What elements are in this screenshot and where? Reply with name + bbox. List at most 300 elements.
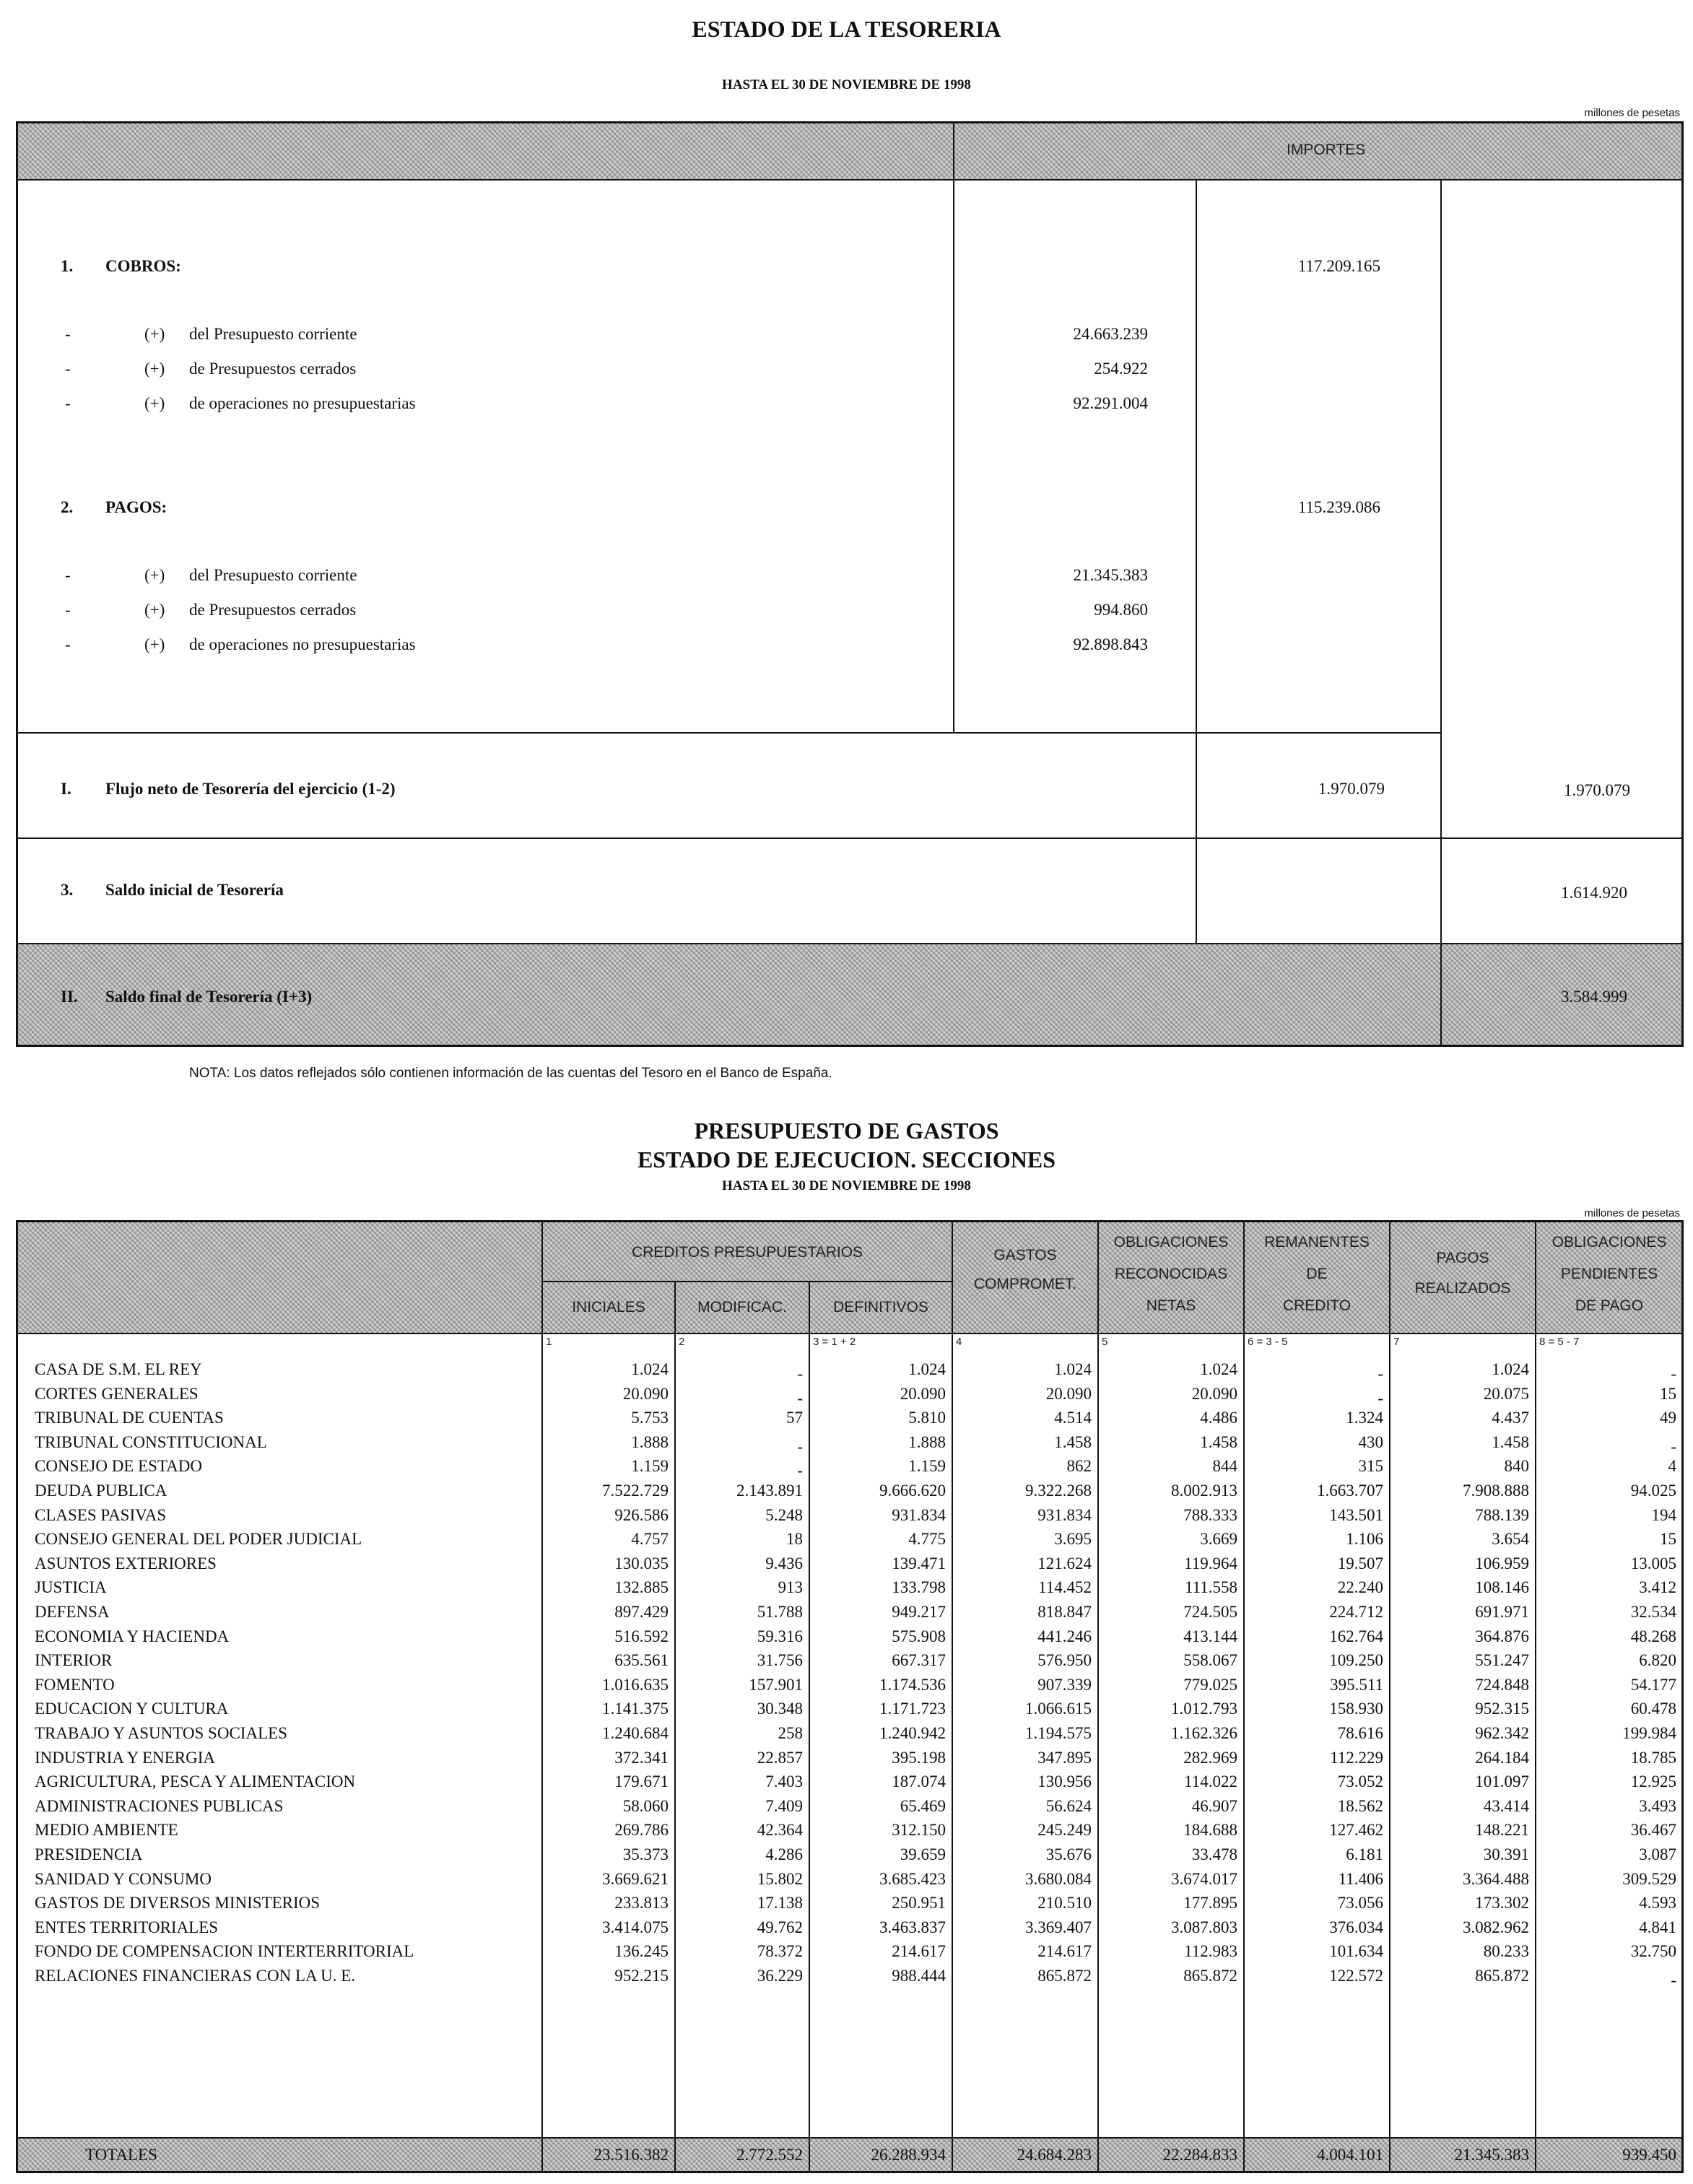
cell-pagos-realizados: 101.097 — [1475, 1772, 1529, 1791]
cell-definitivos: 931.834 — [892, 1505, 946, 1524]
cell-remanentes-credito: 22.240 — [1337, 1578, 1383, 1597]
pagos-item-dash: - — [65, 566, 71, 584]
cell-gastos-comprometidos: 56.624 — [1045, 1796, 1092, 1815]
cell-gastos-comprometidos: 347.895 — [1037, 1748, 1092, 1767]
header-gastos-2: COMPROMET. — [973, 1276, 1077, 1292]
cell-remanentes-credito: 430 — [1358, 1432, 1383, 1451]
cell-iniciales: 1.141.375 — [602, 1700, 669, 1718]
cell-modificac: 258 — [778, 1724, 803, 1742]
cell-section: TRIBUNAL CONSTITUCIONAL — [35, 1432, 267, 1451]
cell-modificac: 7.403 — [765, 1772, 803, 1791]
cell-definitivos: 39.659 — [900, 1845, 946, 1863]
cell-remanentes-credito: 73.052 — [1337, 1772, 1383, 1791]
cobros-item-dash: - — [65, 394, 71, 412]
pagos-item-sign: (+) — [144, 601, 165, 619]
cell-pagos-realizados: 788.139 — [1475, 1505, 1529, 1524]
header-pagos-1: PAGOS — [1436, 1250, 1489, 1266]
budget-table — [16, 1220, 1684, 2173]
cell-iniciales: 132.885 — [614, 1578, 669, 1597]
cell-remanentes-credito: 224.712 — [1329, 1603, 1383, 1621]
cobros-item-value: 254.922 — [1094, 360, 1148, 378]
cell-modificac: 51.788 — [757, 1603, 803, 1621]
cell-iniciales: 4.757 — [631, 1530, 669, 1549]
cell-modificac: 18 — [786, 1530, 803, 1549]
cell-definitivos: 3.685.423 — [879, 1869, 946, 1888]
total-gastos-comprometidos: 24.684.283 — [1017, 2146, 1092, 2164]
cell-remanentes-credito: 6.181 — [1346, 1845, 1383, 1863]
cell-section: DEFENSA — [35, 1603, 110, 1621]
cell-obligaciones-pendientes: 13.005 — [1630, 1554, 1676, 1572]
treasury-table — [16, 121, 1684, 1047]
cell-obligaciones-pendientes: 36.467 — [1630, 1821, 1676, 1840]
cell-definitivos: 988.444 — [892, 1967, 946, 1985]
cell-gastos-comprometidos: 3.680.084 — [1025, 1869, 1092, 1888]
cell-obligaciones-pendientes: - — [1671, 1437, 1676, 1456]
colnum: 4 — [956, 1336, 962, 1348]
cell-section: SANIDAD Y CONSUMO — [35, 1869, 212, 1888]
cell-iniciales: 3.414.075 — [602, 1918, 669, 1936]
cell-pagos-realizados: 962.342 — [1475, 1724, 1529, 1742]
cobros-label: COBROS: — [105, 257, 181, 275]
cell-obligaciones-pendientes: 94.025 — [1630, 1482, 1676, 1500]
cobros-item-dash: - — [65, 325, 71, 343]
cell-obligaciones-reconocidas: 724.505 — [1183, 1603, 1237, 1621]
cell-remanentes-credito: 122.572 — [1329, 1967, 1383, 1985]
header-modificac: MODIFICAC. — [697, 1299, 787, 1315]
cell-obligaciones-pendientes: 12.925 — [1630, 1772, 1676, 1791]
cell-gastos-comprometidos: 818.847 — [1037, 1603, 1092, 1621]
cobros-item-sign: (+) — [144, 394, 165, 412]
cell-remanentes-credito: 78.616 — [1337, 1724, 1383, 1742]
total-obligaciones-reconocidas: 22.284.833 — [1162, 2146, 1237, 2164]
saldo-inicial-num: 3. — [61, 881, 74, 899]
cell-obligaciones-reconocidas: 413.144 — [1183, 1627, 1237, 1645]
cell-obligaciones-reconocidas: 3.087.803 — [1171, 1918, 1237, 1936]
cell-pagos-realizados: 691.971 — [1475, 1603, 1529, 1621]
cell-obligaciones-reconocidas: 33.478 — [1191, 1845, 1237, 1863]
cell-definitivos: 575.908 — [892, 1627, 946, 1645]
treasury-title: ESTADO DE LA TESORERIA — [692, 16, 1001, 42]
cell-obligaciones-pendientes: 48.268 — [1630, 1627, 1676, 1645]
cell-section: ADMINISTRACIONES PUBLICAS — [35, 1796, 284, 1815]
cell-section: INTERIOR — [35, 1651, 113, 1670]
cell-pagos-realizados: 1.024 — [1492, 1360, 1529, 1378]
cell-iniciales: 1.888 — [631, 1432, 669, 1451]
cell-section: CONSEJO GENERAL DEL PODER JUDICIAL — [35, 1530, 362, 1549]
cell-obligaciones-pendientes: 49 — [1660, 1409, 1676, 1427]
cell-iniciales: 1.024 — [631, 1360, 669, 1378]
cell-remanentes-credito: 376.034 — [1329, 1918, 1383, 1936]
colnum: 5 — [1102, 1336, 1108, 1348]
cell-definitivos: 1.024 — [908, 1360, 946, 1378]
cell-definitivos: 133.798 — [892, 1578, 946, 1597]
pagos-item-value: 21.345.383 — [1073, 566, 1148, 584]
cell-obligaciones-reconocidas: 114.022 — [1184, 1772, 1237, 1791]
cell-obligaciones-reconocidas: 1.458 — [1200, 1432, 1237, 1451]
cobros-item-label: del Presupuesto corriente — [189, 325, 357, 343]
cell-gastos-comprometidos: 931.834 — [1037, 1505, 1092, 1524]
cell-obligaciones-pendientes: 54.177 — [1630, 1675, 1676, 1694]
cell-gastos-comprometidos: 214.617 — [1037, 1942, 1092, 1961]
cell-obligaciones-pendientes: 60.478 — [1630, 1700, 1676, 1718]
header-pend-2: PENDIENTES — [1560, 1266, 1658, 1282]
cell-section: TRIBUNAL DE CUENTAS — [35, 1409, 224, 1427]
budget-subtitle: HASTA EL 30 DE NOVIEMBRE DE 1998 — [722, 1178, 971, 1193]
cell-remanentes-credito: 11.406 — [1338, 1869, 1383, 1888]
header-reman-3: CREDITO — [1282, 1297, 1352, 1314]
flujo-value-right: 1.970.079 — [1564, 781, 1630, 799]
cell-obligaciones-reconocidas: 844 — [1212, 1457, 1237, 1476]
cell-gastos-comprometidos: 3.369.407 — [1025, 1918, 1092, 1936]
cell-remanentes-credito: 101.634 — [1329, 1942, 1383, 1961]
cell-definitivos: 214.617 — [892, 1942, 946, 1961]
cell-pagos-realizados: 364.876 — [1475, 1627, 1529, 1645]
cell-obligaciones-reconocidas: 46.907 — [1191, 1796, 1237, 1815]
cell-modificac: 913 — [778, 1578, 803, 1597]
cell-remanentes-credito: - — [1378, 1388, 1383, 1407]
cell-iniciales: 136.245 — [614, 1942, 669, 1961]
cell-iniciales: 179.671 — [614, 1772, 669, 1791]
cobros-num: 1. — [61, 257, 74, 275]
cell-iniciales: 1.240.684 — [602, 1724, 669, 1742]
cell-obligaciones-reconocidas: 112.983 — [1184, 1942, 1237, 1961]
cell-iniciales: 233.813 — [614, 1894, 669, 1913]
cell-pagos-realizados: 952.315 — [1475, 1700, 1529, 1718]
cell-modificac: 17.138 — [757, 1894, 803, 1913]
colnum: 8 = 5 - 7 — [1539, 1336, 1580, 1348]
cell-obligaciones-reconocidas: 558.067 — [1183, 1651, 1237, 1670]
totals-label: TOTALES — [85, 2146, 157, 2164]
cell-pagos-realizados: 840 — [1504, 1457, 1529, 1476]
cell-modificac: 36.229 — [757, 1967, 803, 1985]
cell-iniciales: 952.215 — [614, 1967, 669, 1985]
cell-remanentes-credito: 1.106 — [1346, 1530, 1383, 1549]
cell-obligaciones-reconocidas: 184.688 — [1183, 1821, 1237, 1840]
cell-gastos-comprometidos: 20.090 — [1045, 1384, 1092, 1403]
cell-obligaciones-reconocidas: 1.012.793 — [1171, 1700, 1237, 1718]
cell-obligaciones-reconocidas: 119.964 — [1184, 1554, 1237, 1572]
cell-gastos-comprometidos: 862 — [1066, 1457, 1092, 1476]
cell-section: INDUSTRIA Y ENERGIA — [35, 1748, 216, 1767]
cell-pagos-realizados: 80.233 — [1483, 1942, 1529, 1961]
cell-obligaciones-reconocidas: 282.969 — [1183, 1748, 1237, 1767]
cell-modificac: 30.348 — [757, 1700, 803, 1718]
cell-section: GASTOS DE DIVERSOS MINISTERIOS — [35, 1894, 321, 1913]
cell-definitivos: 1.888 — [908, 1432, 946, 1451]
total-definitivos: 26.288.934 — [871, 2146, 946, 2164]
header-oblig-3: NETAS — [1146, 1297, 1196, 1314]
cell-modificac: 157.901 — [749, 1675, 803, 1694]
cell-obligaciones-reconocidas: 111.558 — [1184, 1578, 1237, 1597]
saldo-inicial-value: 1.614.920 — [1561, 884, 1627, 902]
cell-iniciales: 58.060 — [622, 1796, 669, 1815]
treasury-units: millones de pesetas — [1584, 107, 1680, 119]
cell-definitivos: 4.775 — [908, 1530, 946, 1549]
cell-iniciales: 516.592 — [614, 1627, 669, 1645]
pagos-total: 115.239.086 — [1297, 498, 1380, 516]
cell-iniciales: 35.373 — [622, 1845, 669, 1863]
colnum: 3 = 1 + 2 — [813, 1336, 856, 1348]
cobros-item-value: 92.291.004 — [1073, 394, 1148, 412]
cell-pagos-realizados: 3.654 — [1492, 1530, 1529, 1549]
cell-obligaciones-reconocidas: 4.486 — [1200, 1409, 1237, 1427]
cell-definitivos: 5.810 — [908, 1409, 946, 1427]
header-reman-1: REMANENTES — [1264, 1234, 1370, 1250]
cell-definitivos: 1.159 — [908, 1457, 946, 1476]
cell-gastos-comprometidos: 121.624 — [1037, 1554, 1092, 1572]
cobros-item-sign: (+) — [144, 360, 165, 378]
cell-section: RELACIONES FINANCIERAS CON LA U. E. — [35, 1967, 356, 1985]
cell-obligaciones-reconocidas: 8.002.913 — [1171, 1482, 1237, 1500]
cell-definitivos: 187.074 — [892, 1772, 946, 1791]
cell-definitivos: 1.171.723 — [879, 1700, 946, 1718]
header-creditos: CREDITOS PRESUPUESTARIOS — [631, 1244, 863, 1261]
cell-modificac: 78.372 — [757, 1942, 803, 1961]
cell-definitivos: 139.471 — [892, 1554, 946, 1572]
cell-definitivos: 1.174.536 — [879, 1675, 946, 1694]
cell-iniciales: 1.016.635 — [602, 1675, 669, 1694]
cell-obligaciones-reconocidas: 20.090 — [1191, 1384, 1237, 1403]
cell-remanentes-credito: 112.229 — [1330, 1748, 1383, 1767]
cell-remanentes-credito: 1.663.707 — [1317, 1482, 1383, 1500]
cell-pagos-realizados: 551.247 — [1475, 1651, 1529, 1670]
flujo-value-mid: 1.970.079 — [1318, 780, 1385, 798]
pagos-num: 2. — [61, 498, 74, 516]
cell-obligaciones-pendientes: 3.087 — [1639, 1845, 1676, 1863]
treasury-header-band — [16, 121, 1684, 179]
cell-iniciales: 1.159 — [631, 1457, 669, 1476]
cell-modificac: - — [797, 1388, 803, 1407]
cell-obligaciones-pendientes: 15 — [1660, 1530, 1676, 1549]
header-oblig-2: RECONOCIDAS — [1114, 1266, 1228, 1282]
cell-remanentes-credito: - — [1378, 1365, 1383, 1383]
cell-modificac: - — [797, 1437, 803, 1456]
cell-section: FONDO DE COMPENSACION INTERTERRITORIAL — [35, 1942, 414, 1961]
cell-remanentes-credito: 1.324 — [1346, 1409, 1383, 1427]
cell-remanentes-credito: 19.507 — [1337, 1554, 1383, 1572]
cell-obligaciones-reconocidas: 3.674.017 — [1171, 1869, 1237, 1888]
cell-remanentes-credito: 395.511 — [1330, 1675, 1383, 1694]
cell-definitivos: 312.150 — [892, 1821, 946, 1840]
cell-modificac: 15.802 — [757, 1869, 803, 1888]
cell-gastos-comprometidos: 210.510 — [1037, 1894, 1092, 1913]
flujo-num: I. — [61, 780, 71, 798]
cell-modificac: 49.762 — [757, 1918, 803, 1936]
cell-section: CORTES GENERALES — [35, 1384, 199, 1403]
totals-row — [16, 2140, 1684, 2170]
cell-pagos-realizados: 106.959 — [1475, 1554, 1529, 1572]
pagos-item-sign: (+) — [144, 635, 165, 653]
cell-modificac: 31.756 — [757, 1651, 803, 1670]
cell-obligaciones-pendientes: 3.412 — [1639, 1578, 1676, 1597]
cell-obligaciones-reconocidas: 865.872 — [1183, 1967, 1237, 1985]
cobros-total: 117.209.165 — [1297, 257, 1380, 275]
cell-iniciales: 635.561 — [614, 1651, 669, 1670]
cell-pagos-realizados: 264.184 — [1475, 1748, 1529, 1767]
cell-gastos-comprometidos: 245.249 — [1037, 1821, 1092, 1840]
cell-section: CASA DE S.M. EL REY — [35, 1360, 202, 1378]
cell-definitivos: 9.666.620 — [879, 1482, 946, 1500]
cell-pagos-realizados: 865.872 — [1475, 1967, 1529, 1985]
cell-pagos-realizados: 148.221 — [1475, 1821, 1529, 1840]
pagos-item-dash: - — [65, 601, 71, 619]
cell-pagos-realizados: 7.908.888 — [1463, 1482, 1529, 1500]
pagos-item-label: de Presupuestos cerrados — [189, 601, 357, 619]
cell-obligaciones-reconocidas: 1.162.326 — [1171, 1724, 1237, 1742]
cell-remanentes-credito: 315 — [1358, 1457, 1383, 1476]
saldo-final-num: II. — [61, 988, 78, 1006]
cell-definitivos: 250.951 — [892, 1894, 946, 1913]
pagos-item-value: 92.898.843 — [1073, 635, 1148, 653]
cell-section: CLASES PASIVAS — [35, 1505, 167, 1524]
treasury-note: NOTA: Los datos reflejados sólo contienen información de las cuentas del Tesoro en el Banco de España. — [189, 1066, 832, 1081]
cell-gastos-comprometidos: 1.066.615 — [1025, 1700, 1092, 1718]
header-pend-3: DE PAGO — [1575, 1297, 1644, 1314]
pagos-item-sign: (+) — [144, 566, 165, 584]
cell-remanentes-credito: 162.764 — [1329, 1627, 1383, 1645]
cell-pagos-realizados: 43.414 — [1483, 1796, 1529, 1815]
pagos-item-value: 994.860 — [1094, 601, 1148, 619]
total-pagos-realizados: 21.345.383 — [1454, 2146, 1529, 2164]
cell-definitivos: 395.198 — [892, 1748, 946, 1767]
pagos-item-label: del Presupuesto corriente — [189, 566, 357, 584]
cell-remanentes-credito: 18.562 — [1337, 1796, 1383, 1815]
cell-obligaciones-reconocidas: 779.025 — [1183, 1675, 1237, 1694]
cell-section: ASUNTOS EXTERIORES — [35, 1554, 217, 1572]
header-gastos-1: GASTOS — [993, 1247, 1057, 1263]
cell-gastos-comprometidos: 1.024 — [1054, 1360, 1092, 1378]
budget-title-2: ESTADO DE EJECUCION. SECCIONES — [637, 1147, 1056, 1173]
cell-gastos-comprometidos: 1.458 — [1054, 1432, 1092, 1451]
pagos-item-dash: - — [65, 635, 71, 653]
cell-definitivos: 20.090 — [900, 1384, 946, 1403]
cell-obligaciones-pendientes: 32.750 — [1630, 1942, 1676, 1961]
cell-pagos-realizados: 1.458 — [1492, 1432, 1529, 1451]
cell-obligaciones-pendientes: - — [1671, 1971, 1676, 1989]
cell-section: EDUCACION Y CULTURA — [35, 1700, 229, 1718]
cell-obligaciones-pendientes: 4.593 — [1639, 1894, 1676, 1913]
cell-gastos-comprometidos: 130.956 — [1037, 1772, 1092, 1791]
header-iniciales: INICIALES — [572, 1299, 645, 1315]
cobros-item-value: 24.663.239 — [1073, 325, 1148, 343]
cell-pagos-realizados: 173.302 — [1475, 1894, 1529, 1913]
cell-section: JUSTICIA — [35, 1578, 107, 1597]
cell-section: ENTES TERRITORIALES — [35, 1918, 219, 1936]
cell-modificac: 22.857 — [757, 1748, 803, 1767]
budget-units: millones de pesetas — [1584, 1207, 1680, 1219]
cell-definitivos: 667.317 — [892, 1651, 946, 1670]
cell-remanentes-credito: 127.462 — [1329, 1821, 1383, 1840]
cell-gastos-comprometidos: 114.452 — [1038, 1578, 1092, 1597]
total-modificac: 2.772.552 — [736, 2146, 803, 2164]
treasury-subtitle: HASTA EL 30 DE NOVIEMBRE DE 1998 — [722, 77, 971, 92]
cell-gastos-comprometidos: 576.950 — [1037, 1651, 1092, 1670]
header-reman-2: DE — [1306, 1266, 1328, 1282]
cell-modificac: - — [797, 1461, 803, 1480]
cell-gastos-comprometidos: 1.194.575 — [1025, 1724, 1092, 1742]
cell-modificac: 2.143.891 — [736, 1482, 803, 1500]
cell-obligaciones-pendientes: 32.534 — [1630, 1603, 1676, 1621]
cell-modificac: 5.248 — [765, 1505, 803, 1524]
cell-gastos-comprometidos: 35.676 — [1045, 1845, 1092, 1863]
header-oblig-1: OBLIGACIONES — [1113, 1234, 1229, 1250]
cell-section: TRABAJO Y ASUNTOS SOCIALES — [35, 1724, 287, 1742]
cell-definitivos: 1.240.942 — [879, 1724, 946, 1742]
cell-pagos-realizados: 3.364.488 — [1463, 1869, 1529, 1888]
flujo-label: Flujo neto de Tesorería del ejercicio (1-2) — [105, 780, 396, 798]
total-iniciales: 23.516.382 — [593, 2146, 669, 2164]
cell-modificac: 42.364 — [757, 1821, 803, 1840]
cell-obligaciones-reconocidas: 3.669 — [1200, 1530, 1237, 1549]
cell-gastos-comprometidos: 3.695 — [1054, 1530, 1092, 1549]
cell-obligaciones-pendientes: 3.493 — [1639, 1796, 1676, 1815]
cobros-item-dash: - — [65, 360, 71, 378]
cell-section: FOMENTO — [35, 1675, 115, 1694]
cell-obligaciones-reconocidas: 177.895 — [1183, 1894, 1237, 1913]
cell-iniciales: 897.429 — [614, 1603, 669, 1621]
cell-obligaciones-reconocidas: 788.333 — [1183, 1505, 1237, 1524]
colnum: 6 = 3 - 5 — [1248, 1336, 1288, 1348]
cell-gastos-comprometidos: 907.339 — [1037, 1675, 1092, 1694]
cell-section: ECONOMIA Y HACIENDA — [35, 1627, 230, 1645]
cell-remanentes-credito: 73.056 — [1337, 1894, 1383, 1913]
colnum: 7 — [1393, 1336, 1400, 1348]
cell-section: MEDIO AMBIENTE — [35, 1821, 178, 1840]
colnum: 2 — [679, 1336, 685, 1348]
cell-obligaciones-pendientes: - — [1671, 1365, 1676, 1383]
cell-section: DEUDA PUBLICA — [35, 1482, 167, 1500]
cell-section: CONSEJO DE ESTADO — [35, 1457, 202, 1476]
colnum: 1 — [546, 1336, 552, 1348]
cell-section: PRESIDENCIA — [35, 1845, 143, 1863]
cell-iniciales: 926.586 — [614, 1505, 669, 1524]
total-remanentes-credito: 4.004.101 — [1317, 2146, 1383, 2164]
cell-obligaciones-pendientes: 199.984 — [1622, 1724, 1676, 1742]
cell-pagos-realizados: 3.082.962 — [1463, 1918, 1529, 1936]
cell-gastos-comprometidos: 441.246 — [1037, 1627, 1092, 1645]
cell-iniciales: 7.522.729 — [602, 1482, 669, 1500]
cell-pagos-realizados: 20.075 — [1483, 1384, 1529, 1403]
pagos-label: PAGOS: — [105, 498, 167, 516]
cobros-item-label: de operaciones no presupuestarias — [189, 394, 416, 412]
saldo-final-label: Saldo final de Tesorería (I+3) — [105, 988, 313, 1006]
budget-title-1: PRESUPUESTO DE GASTOS — [694, 1118, 999, 1144]
header-pend-1: OBLIGACIONES — [1551, 1234, 1667, 1250]
cobros-item-label: de Presupuestos cerrados — [189, 360, 357, 378]
cell-modificac: 4.286 — [765, 1845, 803, 1863]
cell-modificac: - — [797, 1365, 803, 1383]
importes-header: IMPORTES — [1287, 142, 1366, 158]
cell-iniciales: 3.669.621 — [602, 1869, 669, 1888]
cell-obligaciones-pendientes: 15 — [1660, 1384, 1676, 1403]
cell-definitivos: 949.217 — [892, 1603, 946, 1621]
cell-iniciales: 20.090 — [622, 1384, 669, 1403]
total-obligaciones-pendientes: 939.450 — [1622, 2146, 1676, 2164]
cell-obligaciones-reconocidas: 1.024 — [1200, 1360, 1237, 1378]
cell-remanentes-credito: 143.501 — [1329, 1505, 1383, 1524]
cell-definitivos: 65.469 — [900, 1796, 946, 1815]
cell-iniciales: 5.753 — [631, 1409, 669, 1427]
cell-pagos-realizados: 30.391 — [1483, 1845, 1529, 1863]
cell-pagos-realizados: 4.437 — [1492, 1409, 1529, 1427]
cell-iniciales: 372.341 — [614, 1748, 669, 1767]
cell-gastos-comprometidos: 4.514 — [1054, 1409, 1092, 1427]
cell-obligaciones-pendientes: 6.820 — [1639, 1651, 1676, 1670]
saldo-final-value: 3.584.999 — [1561, 988, 1627, 1006]
cobros-item-sign: (+) — [144, 325, 165, 343]
cell-iniciales: 269.786 — [614, 1821, 669, 1840]
cell-definitivos: 3.463.837 — [879, 1918, 946, 1936]
